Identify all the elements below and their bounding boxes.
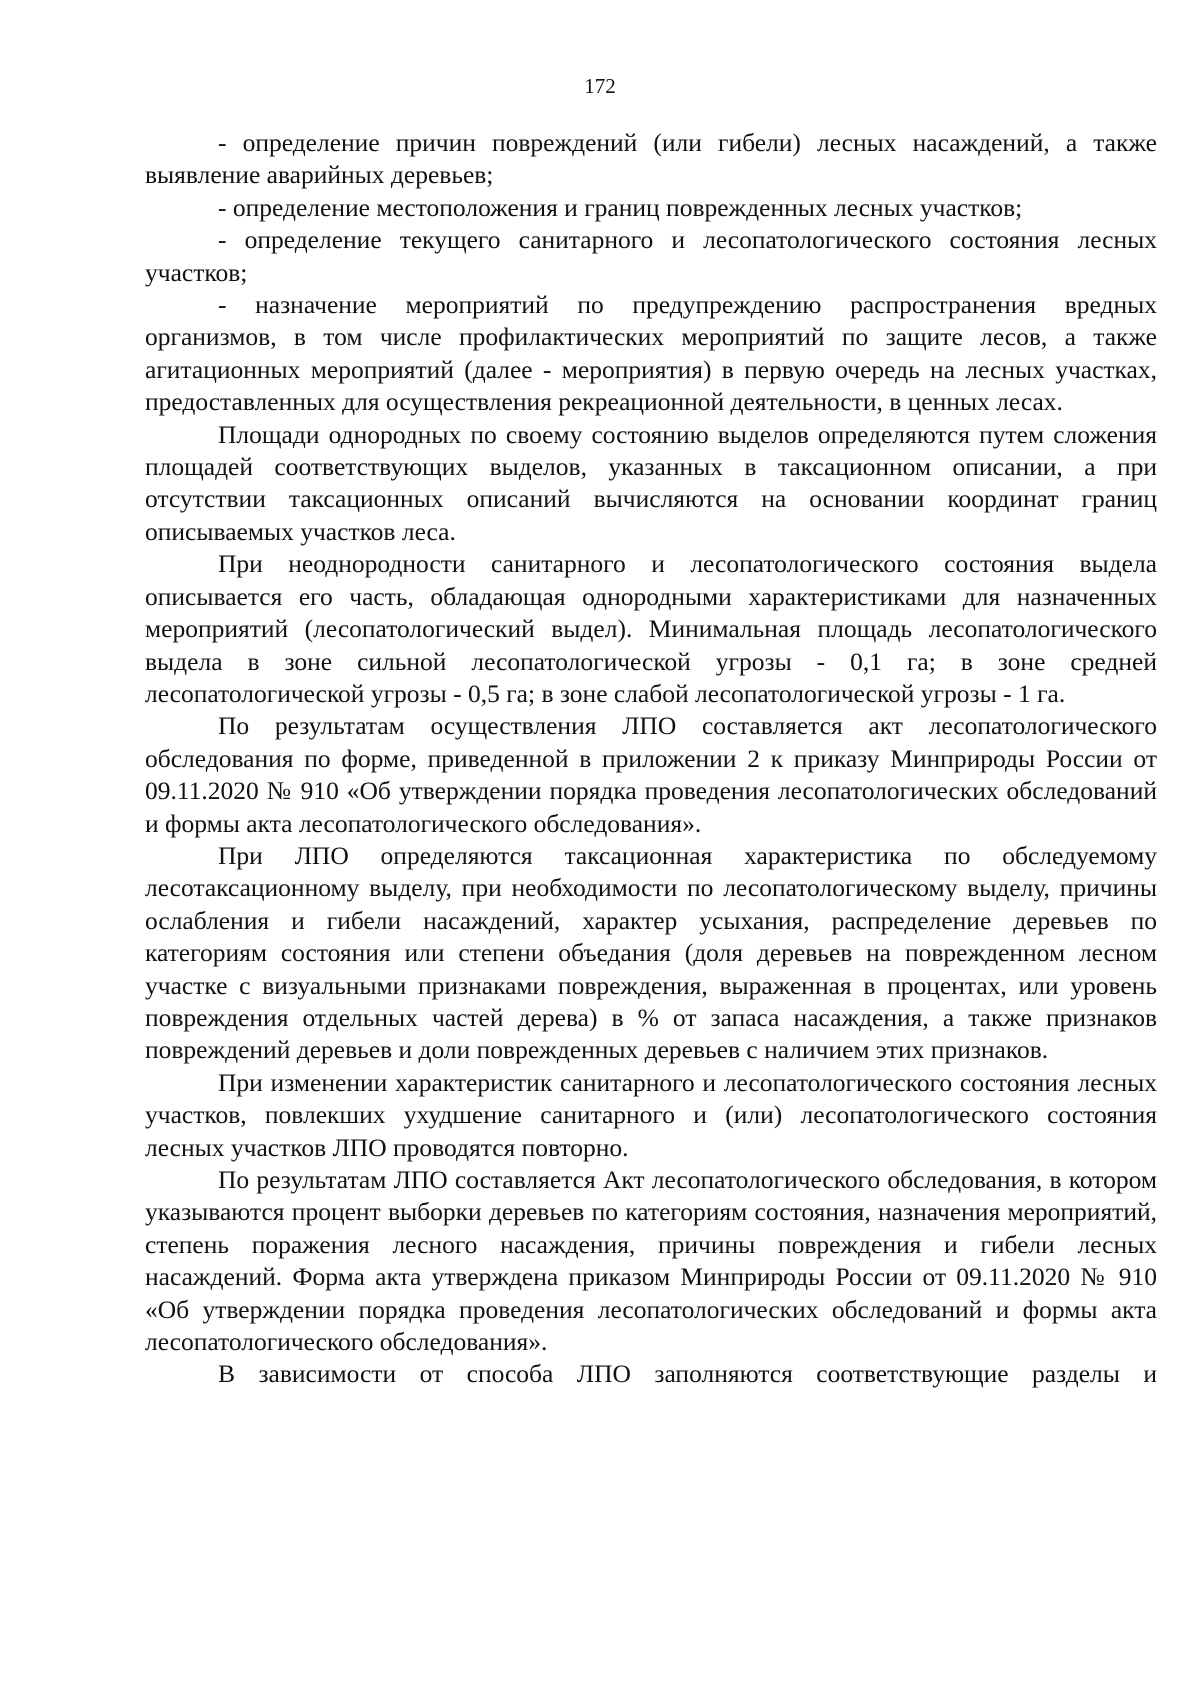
paragraph-areas: Площади однородных по своему состоянию выделов определяются путем сложения площадей соответствующих выделов, указанных в таксационном описании, а при отсутствии таксационных описаний вычисляются на основании координат границ описываемых участков леса. [145,419,1157,546]
paragraph-repeat-lpo: При изменении характеристик санитарного и лесопатологического состояния лесных участков, повлекших ухудшение санитарного и (или) лесопатологического состояния лесных участков ЛПО проводятся повторно. [145,1067,1157,1162]
paragraph-list-item-damage-causes: - определение причин повреждений (или гибели) лесных насаждений, а также выявление аварийных деревьев; [145,128,1157,190]
paragraph-inspection-act: По результатам осуществления ЛПО составляется акт лесопатологического обследования по форме, приведенной в приложении 2 к приказу Минприроды России от 09.11.2020 № 910 «Об утверждении порядка проведения лесопатологических обследований и формы акта лесопатологического обследования». [145,711,1157,838]
paragraph-list-item-location: - определение местоположения и границ поврежденных лесных участков; [218,192,1023,222]
paragraph-heterogeneity: При неоднородности санитарного и лесопатологического состояния выдела описывается его часть, обладающая однородными характеристиками для назначенных мероприятий (лесопатологический выдел). Минимальная площадь лесопатологического выдела в зоне сильной лесопатологической угрозы - 0,1 га; в зоне средней лесопатологической угрозы - 0,5 га; в зоне слабой лесопатологической угрозы - 1 га. [145,549,1157,708]
page-number: 172 [584,74,616,98]
paragraph-lpo-determination: При ЛПО определяются таксационная характеристика по обследуемому лесотаксационному выделу, при необходимости по лесопатологическому выделу, причины ослабления и гибели насаждений, характер усыхания, распределение деревьев по категориям состояния или степени объедания (доля деревьев на поврежденном лесном участке с визуальными признаками повреждения, выраженная в процентах, или уровень повреждения отдельных частей дерева) в % от запаса насаждения, а также признаков повреждений деревьев и доли поврежденных деревьев с наличием этих признаков. [145,840,1157,1065]
paragraph-act-contents: По результатам ЛПО составляется Акт лесопатологического обследования, в котором указываются процент выборки деревьев по категориям состояния, назначения мероприятий, степень поражения лесного насаждения, причины повреждения и гибели лесных насаждений. Форма акта утверждена приказом Минприроды России от 09.11.2020 № 910 «Об утверждении порядка проведения лесопатологических обследований и формы акта лесопатологического обследования». [145,1165,1157,1357]
paragraph-list-item-measures: - назначение мероприятий по предупреждению распространения вредных организмов, в том числе профилактических мероприятий по защите лесов, а также агитационных мероприятий (далее - мероприятия) в первую очередь на лесных участках, предоставленных для осуществления рекреационной деятельности, в ценных лесах. [145,290,1157,417]
document-body [145,127,1157,1391]
paragraph-sections: В зависимости от способа ЛПО заполняются соответствующие разделы и [218,1359,1157,1389]
paragraph-list-item-current-state: - определение текущего санитарного и лесопатологического состояния лесных участков; [145,225,1157,287]
